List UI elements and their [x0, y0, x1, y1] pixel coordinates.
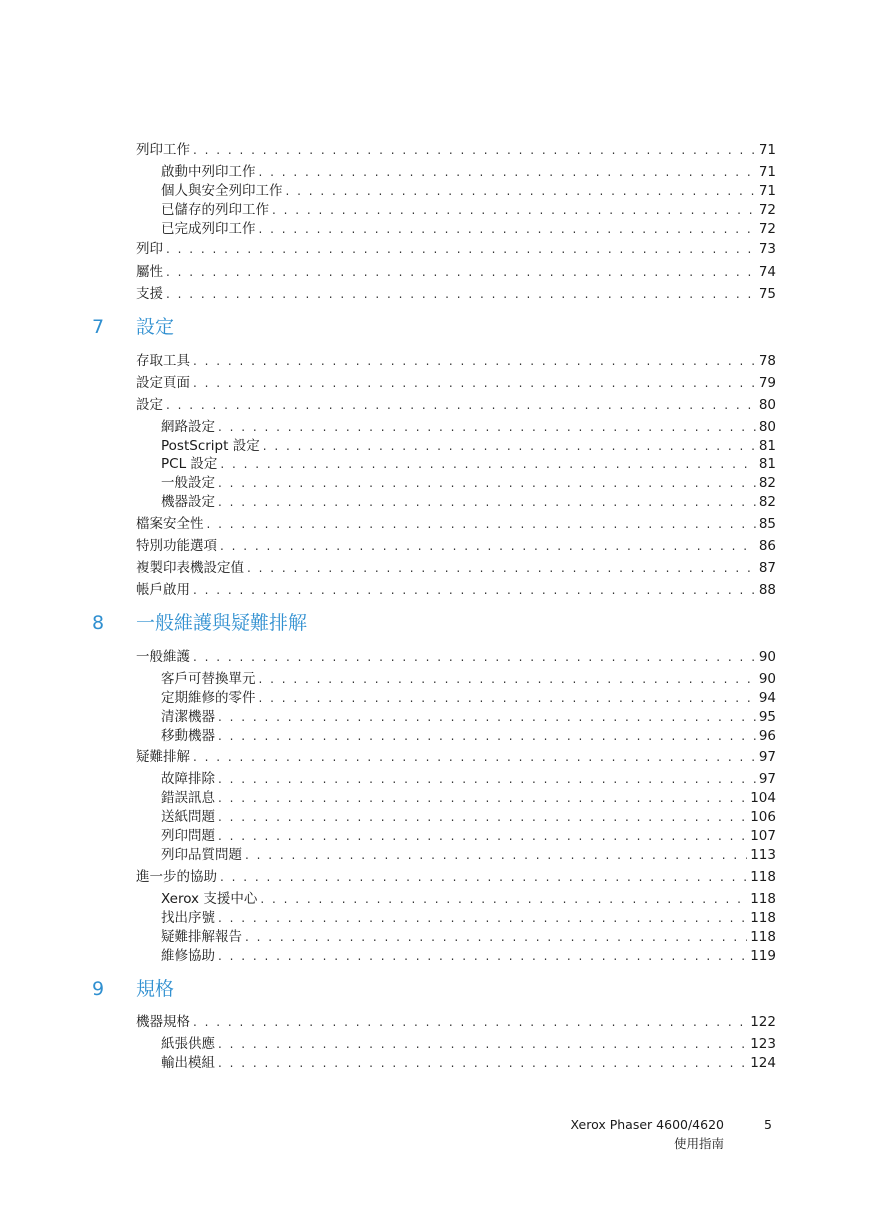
toc-entry-title: 列印	[136, 241, 163, 257]
toc-subentry[interactable]	[161, 928, 776, 946]
toc-entry-title: 列印品質問題	[161, 847, 242, 863]
toc-page-number: 118	[750, 869, 776, 885]
toc-entry[interactable]	[136, 374, 776, 392]
dot-leader	[218, 808, 747, 826]
toc-entry[interactable]	[136, 396, 776, 414]
toc-page-number: 118	[750, 891, 776, 907]
toc-entry-title: 移動機器	[161, 728, 215, 744]
toc-subentry[interactable]	[161, 670, 776, 688]
toc-page-number: 96	[758, 728, 776, 744]
dot-leader	[218, 1035, 747, 1053]
toc-page-number: 71	[758, 183, 776, 199]
toc-page-number: 95	[758, 709, 776, 725]
dot-leader	[259, 689, 756, 707]
toc-entry-title: 帳戶啟用	[136, 582, 190, 598]
dot-leader	[193, 141, 756, 159]
toc-entry[interactable]	[136, 648, 776, 666]
toc-entry-title: PCL 設定	[161, 456, 218, 472]
footer-page-number: 5	[764, 1117, 772, 1132]
toc-page-number: 82	[758, 475, 776, 491]
toc-page-number: 119	[750, 948, 776, 964]
toc-page-number: 94	[758, 690, 776, 706]
toc-subentry[interactable]	[161, 201, 776, 219]
dot-leader	[166, 396, 756, 414]
dot-leader	[263, 437, 756, 455]
toc-entry-title: 疑難排解報告	[161, 929, 242, 945]
chapter-number: 9	[92, 978, 105, 1000]
toc-entry[interactable]	[136, 581, 776, 599]
dot-leader	[193, 352, 756, 370]
toc-entry-title: 錯誤訊息	[161, 790, 215, 806]
toc-entry-title: 紙張供應	[161, 1036, 215, 1052]
footer-guide: 使用指南	[673, 1136, 724, 1151]
toc-subentry[interactable]	[161, 689, 776, 707]
chapter-number: 8	[92, 612, 105, 634]
toc-subentry[interactable]	[161, 947, 776, 965]
toc-entry[interactable]	[136, 1013, 776, 1031]
toc-subentry[interactable]	[161, 437, 776, 455]
toc-page-number: 71	[758, 142, 776, 158]
toc-entry-title: 存取工具	[136, 353, 190, 369]
toc-entry-title: 機器設定	[161, 494, 215, 510]
dot-leader	[193, 648, 756, 666]
dot-leader	[218, 770, 756, 788]
dot-leader	[218, 727, 756, 745]
toc-subentry[interactable]	[161, 163, 776, 181]
toc-entry-title: 啟動中列印工作	[161, 164, 256, 180]
toc-entry-title: 檔案安全性	[136, 516, 204, 532]
dot-leader	[218, 493, 756, 511]
toc-subentry[interactable]	[161, 455, 776, 473]
toc-entry-title: 複製印表機設定值	[136, 560, 244, 576]
toc-page-number: 90	[758, 671, 776, 687]
toc-entry-title: 一般設定	[161, 475, 215, 491]
footer-product: Xerox Phaser 4600/4620	[570, 1117, 724, 1132]
toc-entry-title: 故障排除	[161, 771, 215, 787]
toc-page-number: 78	[758, 353, 776, 369]
dot-leader	[218, 1054, 747, 1072]
toc-subentry[interactable]	[161, 220, 776, 238]
dot-leader	[193, 374, 756, 392]
toc-entry-title: 客戶可替換單元	[161, 671, 256, 687]
dot-leader	[245, 846, 747, 864]
toc-entry[interactable]	[136, 263, 776, 281]
toc-entry[interactable]	[136, 515, 776, 533]
dot-leader	[218, 708, 756, 726]
dot-leader	[220, 537, 756, 555]
toc-entry-title: 已完成列印工作	[161, 221, 256, 237]
toc-entry-title: 定期維修的零件	[161, 690, 256, 706]
toc-page-number: 86	[758, 538, 776, 554]
toc-entry-title: 送紙問題	[161, 809, 215, 825]
chapter-title: 設定	[136, 316, 175, 338]
toc-page-number: 81	[758, 456, 776, 472]
toc-subentry[interactable]	[161, 909, 776, 927]
toc-subentry[interactable]	[161, 789, 776, 807]
toc-subentry[interactable]	[161, 1035, 776, 1053]
dot-leader	[166, 240, 756, 258]
chapter-title: 規格	[136, 978, 175, 1000]
toc-page-number: 124	[750, 1055, 776, 1071]
toc-page-number: 82	[758, 494, 776, 510]
dot-leader	[260, 890, 747, 908]
dot-leader	[218, 909, 747, 927]
toc-page-number: 122	[750, 1014, 776, 1030]
toc-page-number: 80	[758, 397, 776, 413]
toc-page-number: 72	[758, 202, 776, 218]
dot-leader	[193, 581, 756, 599]
toc-entry-title: 網路設定	[161, 419, 215, 435]
dot-leader	[259, 670, 756, 688]
dot-leader	[218, 789, 747, 807]
toc-entry-title: 清潔機器	[161, 709, 215, 725]
toc-page-number: 72	[758, 221, 776, 237]
dot-leader	[259, 220, 756, 238]
toc-subentry[interactable]	[161, 727, 776, 745]
toc-page-number: 74	[758, 264, 776, 280]
toc-subentry[interactable]	[161, 493, 776, 511]
dot-leader	[218, 418, 756, 436]
toc-page-number: 107	[750, 828, 776, 844]
dot-leader	[220, 868, 747, 886]
toc-entry-title: 已儲存的列印工作	[161, 202, 269, 218]
toc-page-number: 97	[758, 771, 776, 787]
dot-leader	[286, 182, 756, 200]
toc-subentry[interactable]	[161, 182, 776, 200]
toc-entry[interactable]	[136, 285, 776, 303]
toc-page-number: 79	[758, 375, 776, 391]
toc-subentry[interactable]	[161, 890, 776, 908]
toc-entry[interactable]	[136, 868, 776, 886]
toc-page-number: 81	[758, 438, 776, 454]
toc-entry-title: 列印工作	[136, 142, 190, 158]
dot-leader	[218, 827, 747, 845]
toc-entry-title: 一般維護	[136, 649, 190, 665]
toc-entry-title: 設定	[136, 397, 163, 413]
toc-entry-title: 疑難排解	[136, 749, 190, 765]
toc-page-number: 90	[758, 649, 776, 665]
dot-leader	[259, 163, 756, 181]
dot-leader	[218, 947, 747, 965]
toc-entry[interactable]	[136, 559, 776, 577]
dot-leader	[220, 455, 755, 473]
chapter-number: 7	[92, 316, 105, 338]
toc-page-number: 123	[750, 1036, 776, 1052]
dot-leader	[272, 201, 756, 219]
toc-entry-title: Xerox 支援中心	[161, 891, 258, 907]
chapter-heading	[92, 315, 772, 339]
toc-entry-title: 輸出模組	[161, 1055, 215, 1071]
toc-subentry[interactable]	[161, 770, 776, 788]
toc-subentry[interactable]	[161, 846, 776, 864]
toc-entry[interactable]	[136, 352, 776, 370]
dot-leader	[247, 559, 756, 577]
toc-subentry[interactable]	[161, 808, 776, 826]
toc-subentry[interactable]	[161, 827, 776, 845]
toc-page-number: 73	[758, 241, 776, 257]
toc-entry-title: 屬性	[136, 264, 163, 280]
toc-page-number: 75	[758, 286, 776, 302]
toc-subentry[interactable]	[161, 708, 776, 726]
dot-leader	[193, 1013, 747, 1031]
toc-page-number: 118	[750, 929, 776, 945]
toc-entry-title: 列印問題	[161, 828, 215, 844]
toc-entry-title: 支援	[136, 286, 163, 302]
toc-page-number: 97	[758, 749, 776, 765]
page-footer	[571, 1115, 772, 1153]
toc-entry[interactable]	[136, 748, 776, 766]
toc-entry-title: 維修協助	[161, 948, 215, 964]
chapter-title: 一般維護與疑難排解	[136, 612, 308, 634]
toc-page-number: 104	[750, 790, 776, 806]
dot-leader	[218, 474, 756, 492]
dot-leader	[245, 928, 747, 946]
dot-leader	[193, 748, 756, 766]
dot-leader	[166, 285, 756, 303]
dot-leader	[207, 515, 756, 533]
toc-entry-title: 進一步的協助	[136, 869, 217, 885]
toc-entry-title: 個人與安全列印工作	[161, 183, 283, 199]
toc-entry[interactable]	[136, 141, 776, 159]
toc-subentry[interactable]	[161, 418, 776, 436]
dot-leader	[166, 263, 756, 281]
toc-entry[interactable]	[136, 537, 776, 555]
toc-entry[interactable]	[136, 240, 776, 258]
toc-entry-title: 特別功能選項	[136, 538, 217, 554]
toc-subentry[interactable]	[161, 1054, 776, 1072]
toc-page-number: 85	[758, 516, 776, 532]
toc-page-number: 71	[758, 164, 776, 180]
chapter-heading	[92, 977, 772, 1001]
toc-entry-title: 找出序號	[161, 910, 215, 926]
chapter-heading	[92, 611, 772, 635]
toc-page-number: 118	[750, 910, 776, 926]
toc-entry-title: 機器規格	[136, 1014, 190, 1030]
toc-subentry[interactable]	[161, 474, 776, 492]
toc-entry-title: PostScript 設定	[161, 438, 260, 454]
toc-page-number: 106	[750, 809, 776, 825]
toc-page-number: 80	[758, 419, 776, 435]
toc-page-number: 87	[758, 560, 776, 576]
toc-page-number: 88	[758, 582, 776, 598]
toc-page-number: 113	[750, 847, 776, 863]
toc-entry-title: 設定頁面	[136, 375, 190, 391]
